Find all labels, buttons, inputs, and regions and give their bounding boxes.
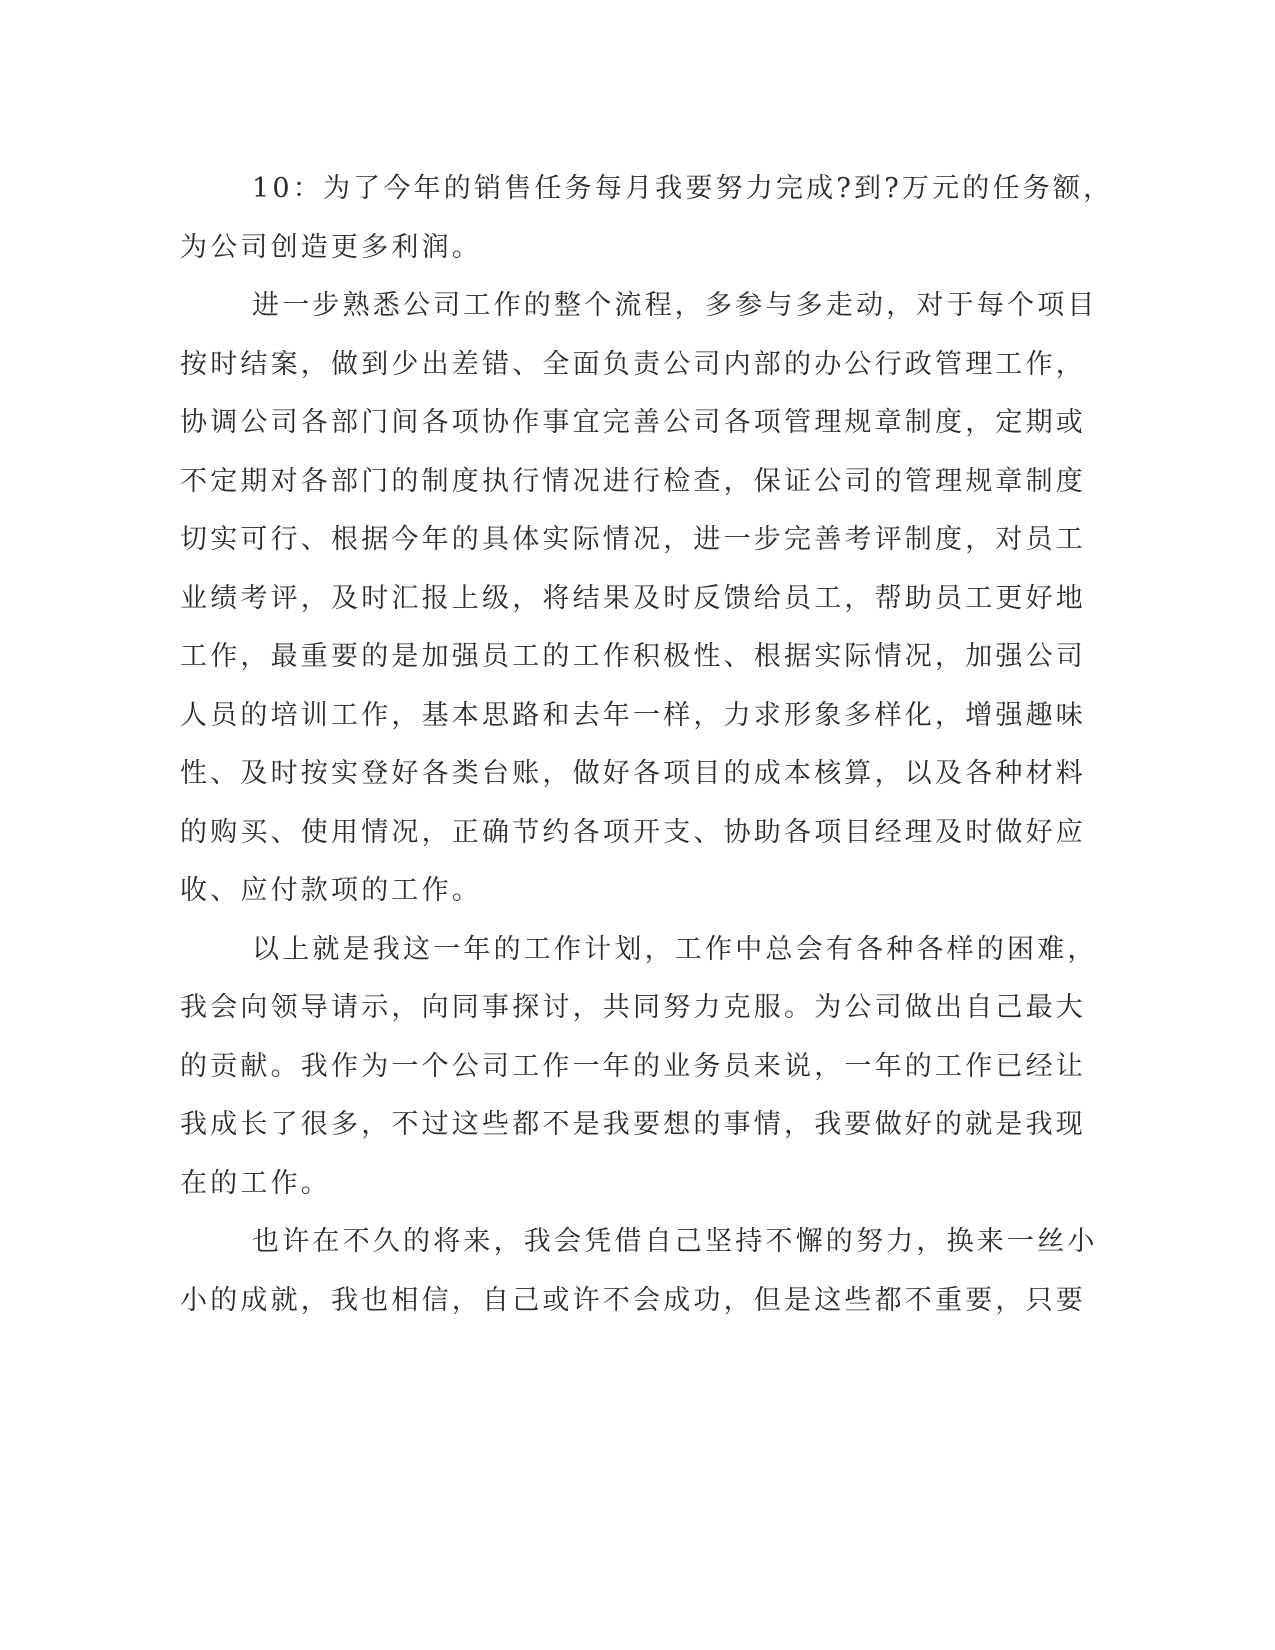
paragraph-future bbox=[180, 1213, 1098, 1330]
text-line: 10：为了今年的销售任务每月我要努力完成?到?万元的任务额， bbox=[252, 173, 1114, 204]
text-line: 切实可行、根据今年的具体实际情况，进一步完善考评制度，对员工 bbox=[180, 524, 1086, 555]
text-line: 人员的培训工作，基本思路和去年一样，力求形象多样化，增强趣味 bbox=[180, 699, 1086, 731]
text-line: 不定期对各部门的制度执行情况进行检查，保证公司的管理规章制度 bbox=[180, 465, 1086, 497]
document-body bbox=[180, 160, 1114, 1330]
text-line: 协调公司各部门间各项协作事宜完善公司各项管理规章制度，定期或 bbox=[180, 407, 1086, 438]
text-line: 收、应付款项的工作。 bbox=[180, 875, 482, 906]
paragraph-work-plan bbox=[180, 277, 1098, 921]
text-line: 以上就是我这一年的工作计划，工作中总会有各种各样的困难， bbox=[252, 933, 1098, 965]
text-line: 我成长了很多，不过这些都不是我要想的事情，我要做好的就是我现 bbox=[180, 1109, 1086, 1140]
text-line: 小的成就，我也相信，自己或许不会成功，但是这些都不重要，只要 bbox=[180, 1284, 1086, 1316]
paragraph-summary bbox=[180, 921, 1098, 1214]
text-line: 我会向领导请示，向同事探讨，共同努力克服。为公司做出自己最大 bbox=[180, 992, 1086, 1023]
text-line: 在的工作。 bbox=[180, 1167, 331, 1199]
text-line: 按时结案，做到少出差错、全面负责公司内部的办公行政管理工作， bbox=[180, 348, 1086, 380]
text-line: 也许在不久的将来，我会凭借自己坚持不懈的努力，换来一丝小 bbox=[252, 1226, 1098, 1257]
text-line: 工作，最重要的是加强员工的工作积极性、根据实际情况，加强公司 bbox=[180, 641, 1086, 672]
text-line: 业绩考评，及时汇报上级，将结果及时反馈给员工，帮助员工更好地 bbox=[180, 582, 1086, 614]
text-line: 的购买、使用情况，正确节约各项开支、协助各项目经理及时做好应 bbox=[180, 816, 1086, 848]
text-line: 为公司创造更多利润。 bbox=[180, 231, 482, 263]
text-line: 进一步熟悉公司工作的整个流程，多参与多走动，对于每个项目 bbox=[252, 290, 1098, 321]
text-line: 的贡献。我作为一个公司工作一年的业务员来说，一年的工作已经让 bbox=[180, 1050, 1086, 1082]
text-line: 性、及时按实登好各类台账，做好各项目的成本核算，以及各种材料 bbox=[180, 758, 1086, 789]
paragraph-sales-target bbox=[180, 160, 1114, 277]
